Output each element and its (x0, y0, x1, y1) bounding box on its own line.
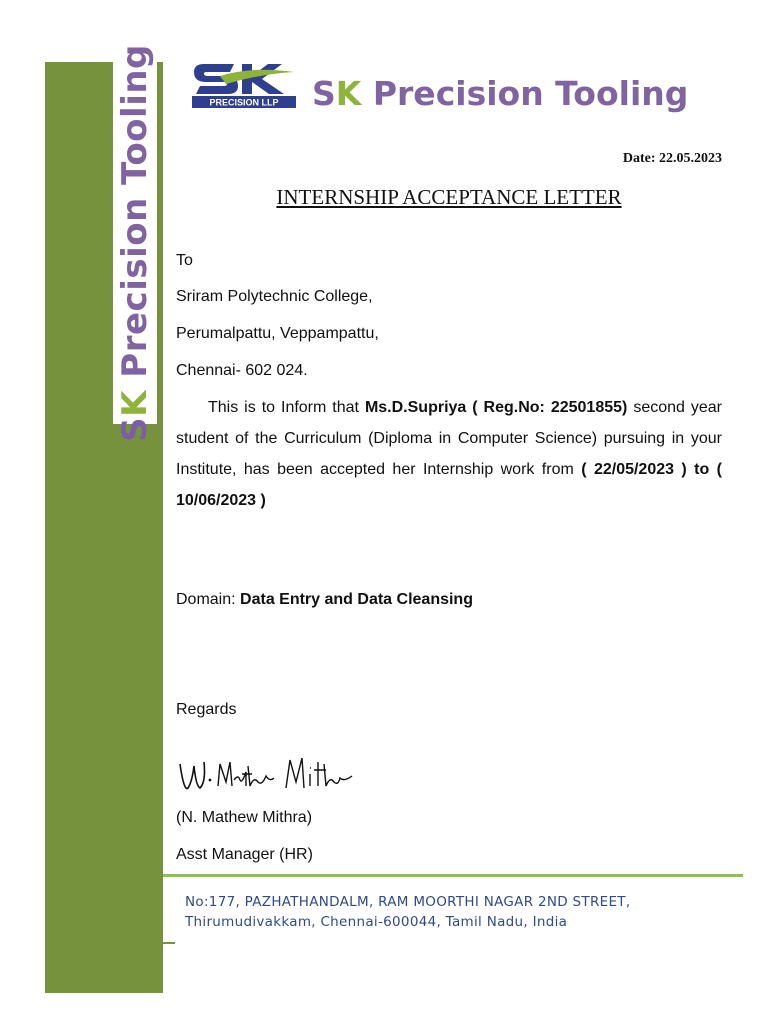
address-line-1: No:177, PAZHATHANDALM, RAM MOORTHI NAGAR 2ND STREET, (185, 894, 631, 910)
address-line-2: Thirumudivakkam, Chennai-600044, Tamil Nadu, India (185, 914, 568, 930)
vertical-brand-banner (113, 44, 157, 442)
domain-value: Data Entry and Data Cleansing (240, 591, 473, 608)
signatory-title: Asst Manager (HR) (176, 846, 313, 863)
recipient-line-2: Perumalpattu, Veppampattu, (176, 325, 379, 342)
brand-name: SK Precision Tooling (312, 74, 689, 113)
vertical-brand-name: SK Precision Tooling (115, 44, 155, 442)
sk-logo-icon (190, 62, 300, 110)
footer-tick-mark (163, 942, 175, 944)
letter-title: INTERNSHIP ACCEPTANCE LETTER (276, 185, 622, 209)
recipient-line-1: Sriram Polytechnic College, (176, 288, 373, 305)
salutation-to: To (176, 252, 193, 269)
footer-divider (163, 874, 743, 877)
signatory-name: (N. Mathew Mithra) (176, 809, 313, 826)
internship-period: ( 22/05/2023 ) to ( 10/06/2023 ) (176, 461, 722, 509)
student-name: Ms.D.Supriya ( Reg.No: 22501855) (364, 399, 628, 416)
letter-date: Date: 22.05.2023 (622, 151, 722, 166)
company-address (185, 892, 630, 932)
regards: Regards (176, 701, 237, 718)
recipient-line-3: Chennai- 602 024. (176, 362, 308, 379)
signature-image (174, 752, 364, 802)
logo-caption: PRECISION LLP (209, 97, 279, 108)
letter-body: This is to Inform that Ms.D.Supriya ( Reg.No: 22501855) second year student of the Curriculum (Diploma in Computer Science) pursuing in your Institute, has been accepted her Internship work from ( 22/05/2023 ) to ( 10/06/2023 ) (176, 399, 722, 509)
domain-line: Domain: Data Entry and Data Cleansing (176, 591, 473, 608)
